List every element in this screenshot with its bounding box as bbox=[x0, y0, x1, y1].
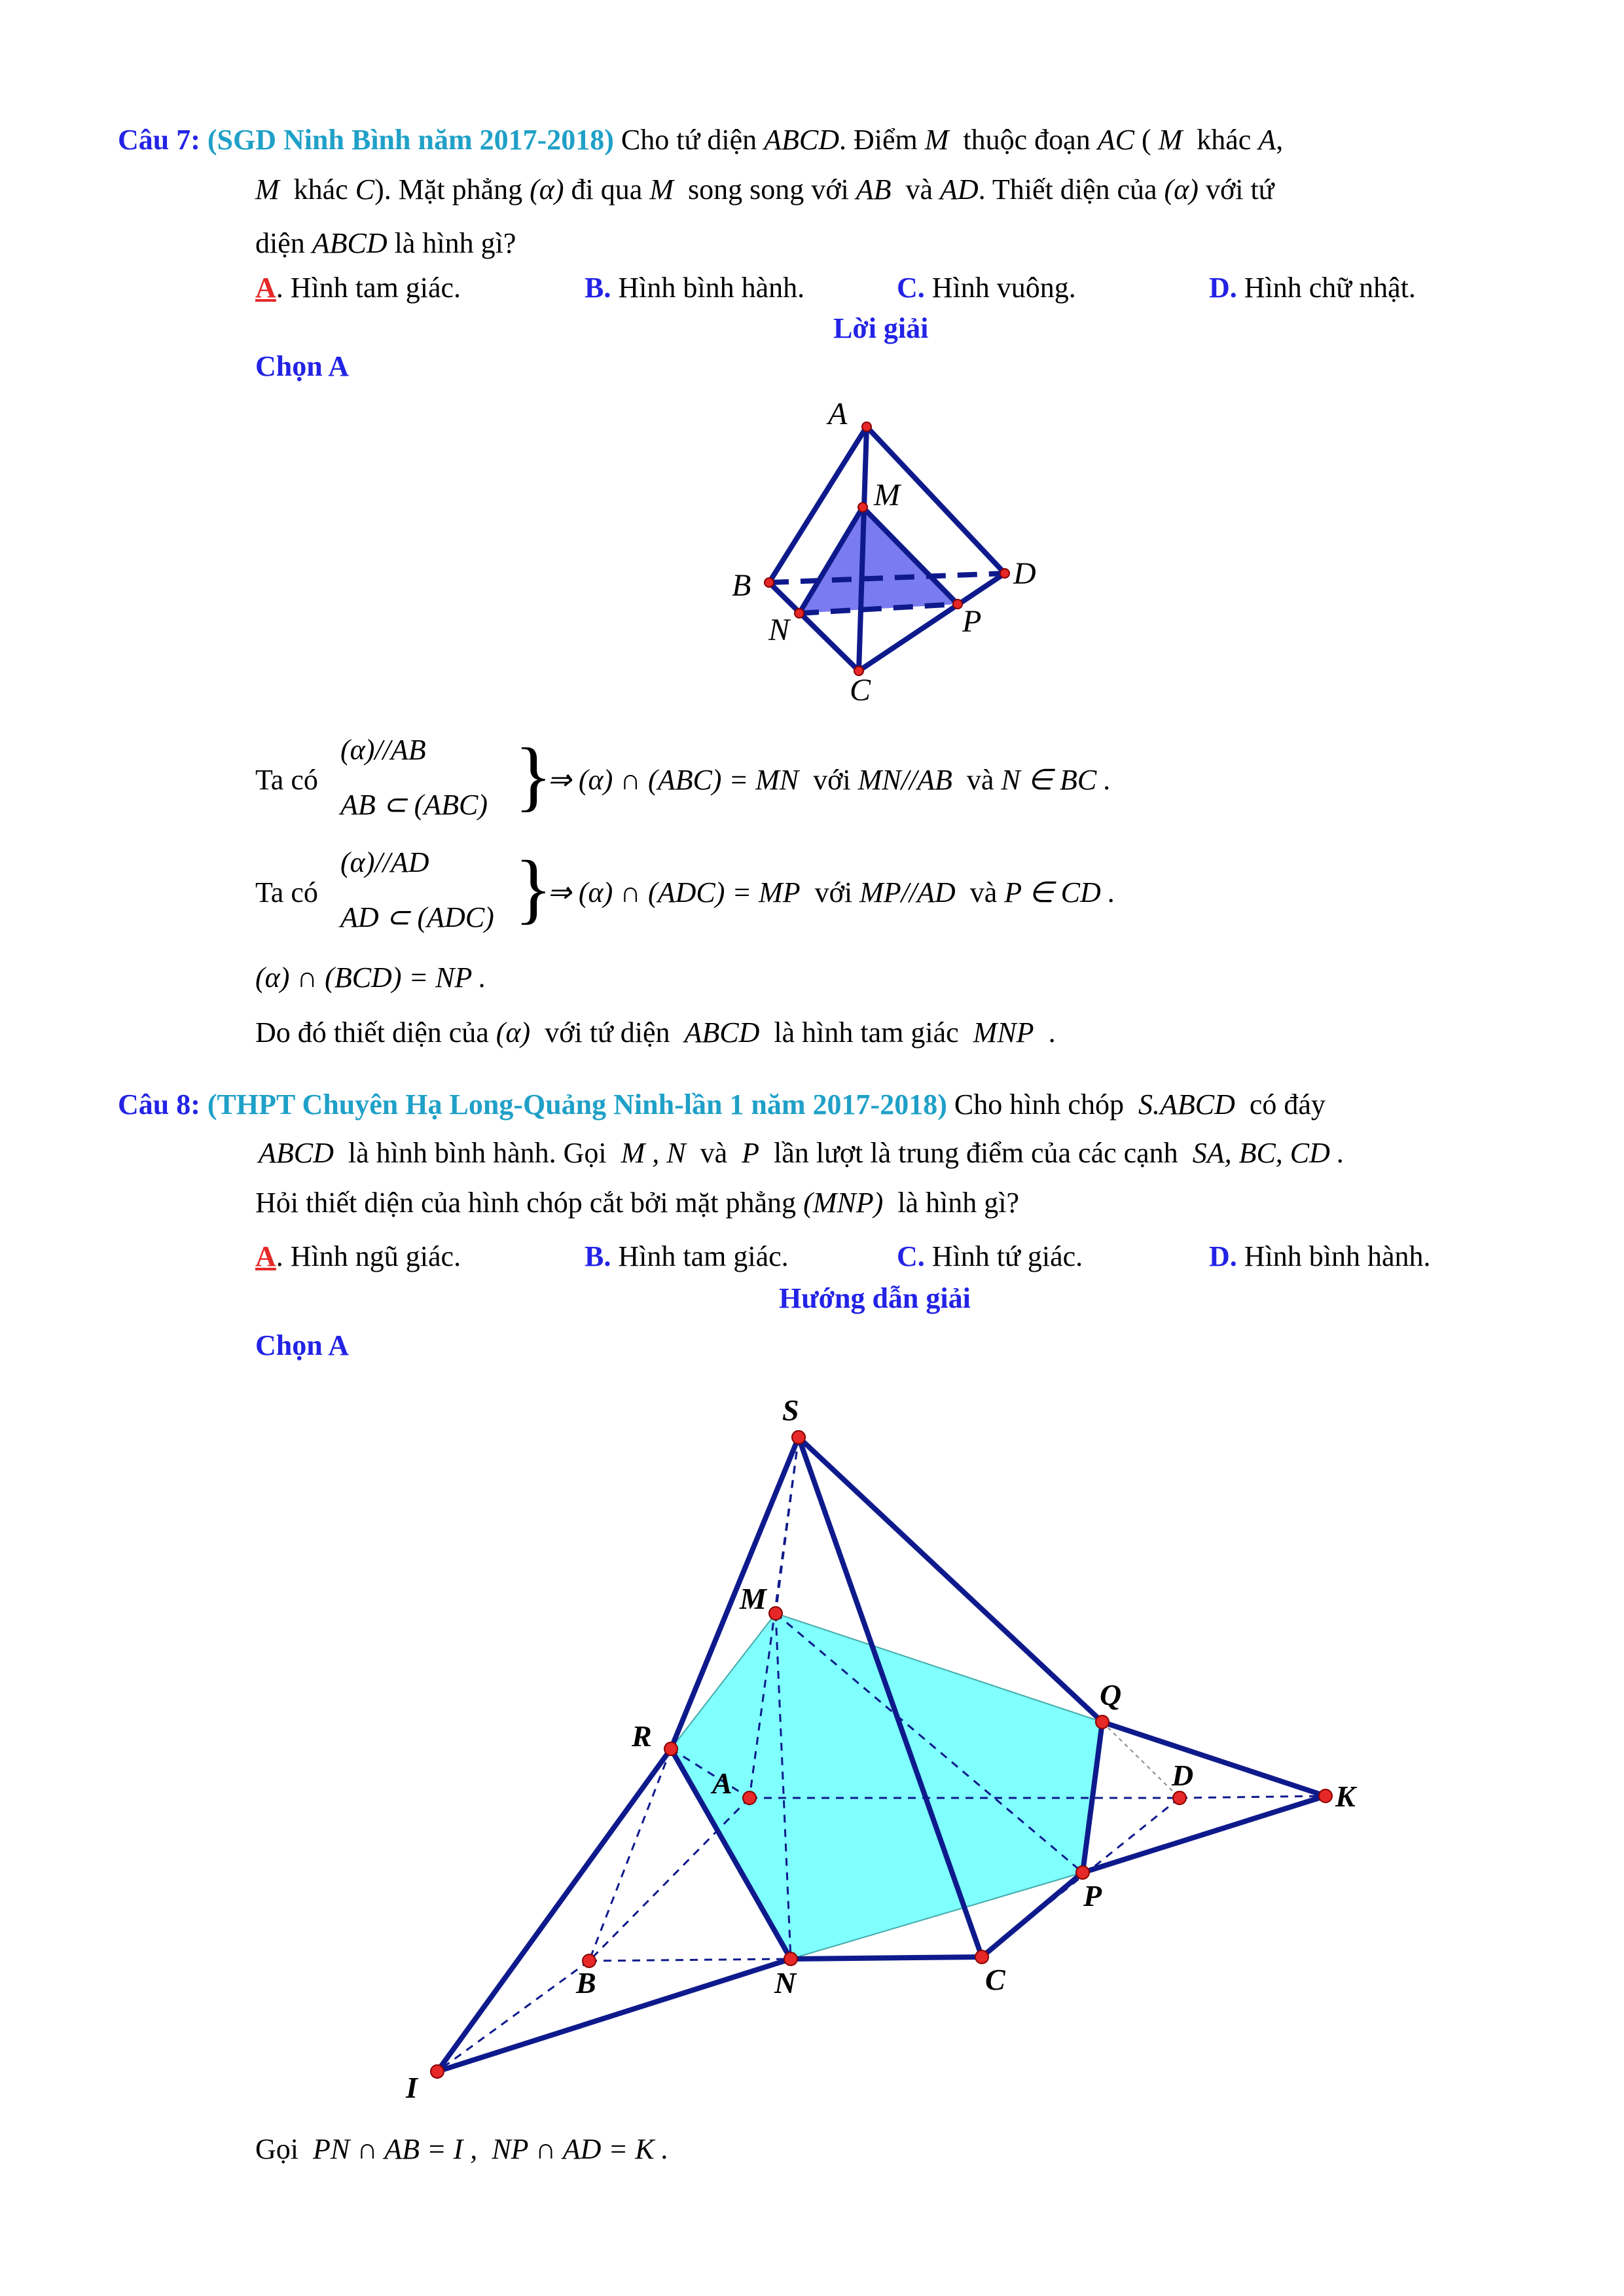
fig8-label-b: B bbox=[576, 1966, 596, 2000]
q7-concl-a: Do đó thiết diện của bbox=[255, 1016, 489, 1049]
q7-concl-c: là hình tam giác bbox=[774, 1016, 959, 1049]
fig7-label-a: A bbox=[828, 397, 848, 431]
q7-text5: . Thiết diện của bbox=[978, 173, 1157, 206]
q8-opt-a[interactable]: A. Hình ngũ giác. bbox=[255, 1240, 461, 1272]
q7-diqua: đi qua bbox=[571, 173, 643, 206]
q7-brace-1: } bbox=[514, 732, 552, 819]
q7-res2-c: P ∈ CD . bbox=[1004, 876, 1115, 908]
q7-concl-dot: . bbox=[1048, 1016, 1056, 1049]
q7-opt-d[interactable]: D. Hình chữ nhật. bbox=[1209, 272, 1416, 304]
q7-abcd2: ABCD bbox=[312, 227, 388, 259]
fig8-label-p: P bbox=[1083, 1879, 1102, 1912]
q8-solution-title: Hướng dẫn giải bbox=[779, 1282, 971, 1314]
q7-sys1-b: AB ⊂ (ABC) bbox=[340, 789, 488, 821]
q8-text: Cho hình chóp bbox=[954, 1088, 1124, 1121]
q7-sys2-b: AD ⊂ (ADC) bbox=[340, 901, 494, 933]
q7-res2-va: và bbox=[969, 876, 998, 908]
q7-conclusion bbox=[255, 1014, 1056, 1051]
q8-sabcd: S.ABCD bbox=[1138, 1088, 1235, 1121]
q7-res1-b: MN//AB bbox=[857, 764, 952, 796]
q8-abcd: ABCD bbox=[259, 1137, 334, 1169]
q8-opt-d[interactable]: D. Hình bình hành. bbox=[1209, 1240, 1431, 1272]
q8-p: P bbox=[742, 1137, 760, 1169]
q7-m: M bbox=[924, 124, 949, 156]
q7-line3 bbox=[255, 225, 516, 262]
q7-res2 bbox=[547, 874, 1115, 911]
q7-a: A bbox=[1258, 124, 1276, 156]
q8-source: (THPT Chuyên Hạ Long-Quảng Ninh-lần 1 năm 2017-2018) bbox=[207, 1088, 947, 1121]
q7-line2 bbox=[255, 171, 1274, 208]
q8-chon: Chọn A bbox=[255, 1329, 350, 1361]
q7-chon: Chọn A bbox=[255, 350, 350, 382]
fig7-label-b: B bbox=[732, 568, 751, 603]
q8-text3: lần lượt là trung điểm của các cạnh bbox=[774, 1137, 1178, 1169]
q8-goi-b: NP ∩ AD = K . bbox=[492, 2133, 669, 2165]
q8-coday: có đáy bbox=[1249, 1088, 1326, 1121]
q7-text: Cho tứ diện bbox=[621, 124, 757, 156]
fig8-label-k: K bbox=[1335, 1780, 1356, 1813]
q8-line2 bbox=[259, 1135, 1344, 1172]
q7-paren: ( bbox=[1141, 124, 1151, 156]
q7-res1-va: và bbox=[966, 764, 994, 796]
q7-ssv: song song với bbox=[687, 173, 849, 206]
fig8-label-s: S bbox=[782, 1393, 799, 1427]
q7-alpha: (α) bbox=[530, 173, 564, 206]
q7-ab: AB bbox=[856, 173, 892, 206]
q7-text2: . Điểm bbox=[839, 124, 918, 156]
q7-res2-expr: ⇒ (α) ∩ (ADC) = MP bbox=[547, 876, 801, 908]
fig8-label-i: I bbox=[406, 2071, 418, 2104]
q8-va: và bbox=[700, 1137, 728, 1169]
q7-res1-voi: với bbox=[813, 764, 851, 796]
q7-label: Câu 7: bbox=[118, 124, 200, 156]
q8-opt-b[interactable]: B. Hình tam giác. bbox=[585, 1240, 789, 1272]
q7-text4: ). Mặt phẳng bbox=[374, 173, 523, 206]
q8-goi-label: Gọi bbox=[255, 2133, 298, 2165]
fig7-label-c: C bbox=[850, 673, 871, 708]
fig8-label-n: N bbox=[774, 1966, 797, 2000]
fig7-label-n: N bbox=[768, 613, 790, 647]
q8-text4: Hỏi thiết diện của hình chóp cắt bởi mặt phẳng bbox=[255, 1187, 797, 1219]
q7-concl-abcd: ABCD bbox=[684, 1016, 760, 1049]
q7-line1: Câu 7: (SGD Ninh Bình năm 2017-2018) Cho tứ diện ABCD. Điểm M thuộc đoạn AC ( M khác A, bbox=[118, 124, 1284, 156]
q7-voitu: với tứ bbox=[1205, 173, 1274, 206]
q8-line3 bbox=[255, 1185, 1019, 1221]
q7-text6: là hình gì? bbox=[394, 227, 516, 259]
q7-m2: M bbox=[1158, 124, 1183, 156]
q7-source: (SGD Ninh Bình năm 2017-2018) bbox=[207, 124, 614, 156]
q7-res2-b: MP//AD bbox=[859, 876, 956, 908]
q7-res1 bbox=[547, 762, 1111, 798]
q7-ad: AD bbox=[940, 173, 979, 206]
q7-taco-1: Ta có bbox=[255, 764, 318, 796]
q7-sys2-a: (α)//AD bbox=[340, 846, 429, 878]
q8-mn: M , N bbox=[621, 1137, 686, 1169]
fig7-label-d: D bbox=[1013, 556, 1036, 591]
fig7-label-m: M bbox=[874, 478, 900, 512]
q8-text5: là hình gì? bbox=[897, 1187, 1019, 1219]
q8-line1 bbox=[118, 1086, 1326, 1123]
q7-text3: thuộc đoạn bbox=[963, 124, 1091, 156]
q7-concl-alpha: (α) bbox=[496, 1016, 531, 1049]
q7-tetrahedron-figure bbox=[720, 393, 1074, 720]
q7-sys1-a: (α)//AB bbox=[340, 734, 426, 766]
q7-res1-expr: ⇒ (α) ∩ (ABC) = MN bbox=[547, 764, 799, 796]
q8-pyramid-figure bbox=[380, 1374, 1401, 2134]
q7-concl-b: với tứ diện bbox=[545, 1016, 670, 1049]
q7-dien: diện bbox=[255, 227, 305, 259]
q7-opt-b[interactable]: B. Hình bình hành. bbox=[585, 272, 805, 304]
q8-opt-c[interactable]: C. Hình tứ giác. bbox=[897, 1240, 1083, 1272]
q7-taco-2: Ta có bbox=[255, 876, 318, 908]
q7-res1-c: N ∈ BC . bbox=[1001, 764, 1111, 796]
fig8-label-q: Q bbox=[1100, 1678, 1122, 1712]
q7-concl-mnp: MNP bbox=[973, 1016, 1034, 1049]
q7-va: và bbox=[905, 173, 933, 206]
fig8-label-a: A bbox=[712, 1767, 732, 1800]
q7-solution-title: Lời giải bbox=[833, 312, 929, 344]
fig8-label-d: D bbox=[1172, 1759, 1194, 1792]
fig8-label-r: R bbox=[632, 1719, 652, 1753]
q7-ac: AC bbox=[1097, 124, 1134, 156]
q7-m3: M bbox=[255, 173, 280, 206]
q7-line-bcd: (α) ∩ (BCD) = NP . bbox=[255, 961, 486, 994]
q8-edges: SA, BC, CD . bbox=[1192, 1137, 1344, 1169]
q8-mnp: (MNP) bbox=[803, 1187, 884, 1219]
q7-khac: khác bbox=[1197, 124, 1252, 156]
q7-res2-voi: với bbox=[814, 876, 853, 908]
fig8-label-c: C bbox=[985, 1963, 1005, 1996]
q7-opt-c[interactable]: C. Hình vuông. bbox=[897, 272, 1076, 304]
q7-khac2: khác bbox=[293, 173, 348, 206]
q7-m4: M bbox=[649, 173, 674, 206]
fig8-label-m: M bbox=[740, 1582, 767, 1615]
q7-opt-a[interactable]: A. Hình tam giác. bbox=[255, 272, 461, 304]
q7-c: C bbox=[355, 173, 375, 206]
q7-abcd: ABCD bbox=[764, 124, 839, 156]
q8-text2: là hình bình hành. Gọi bbox=[348, 1137, 607, 1169]
q8-label: Câu 8: bbox=[118, 1088, 200, 1121]
fig7-label-p: P bbox=[962, 604, 982, 639]
q8-goi bbox=[255, 2131, 668, 2168]
q7-alpha2: (α) bbox=[1164, 173, 1199, 206]
q8-goi-a: PN ∩ AB = I , bbox=[313, 2133, 478, 2165]
q7-brace-2: } bbox=[514, 844, 552, 931]
